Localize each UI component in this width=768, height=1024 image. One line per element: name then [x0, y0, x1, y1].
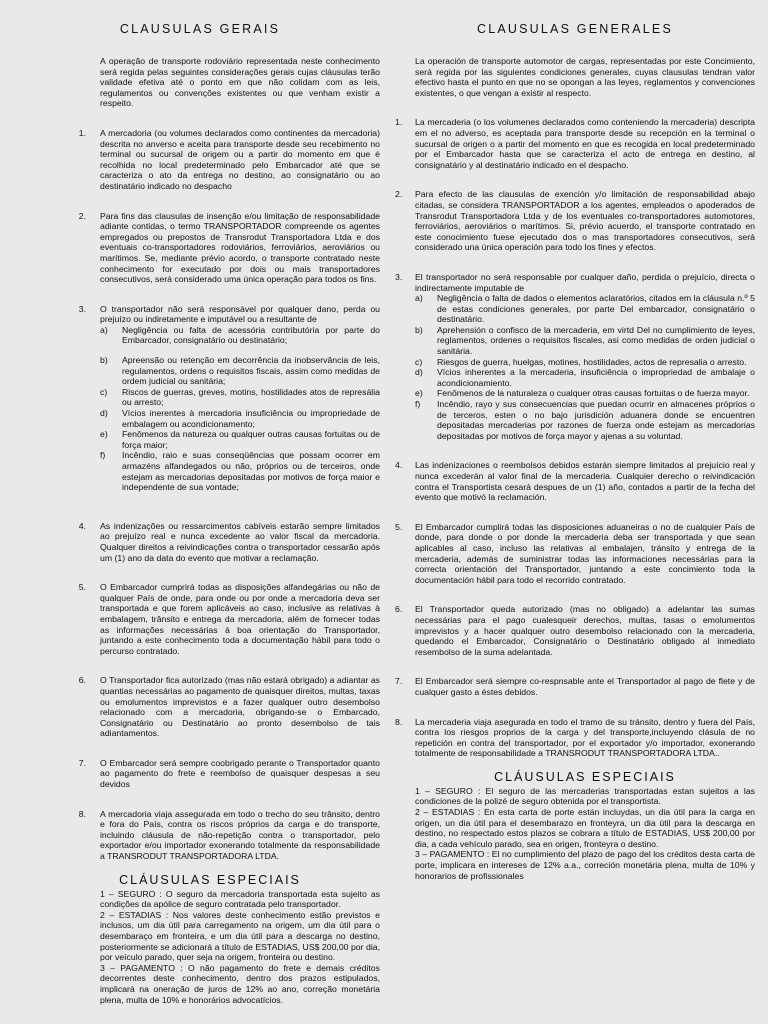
intro-paragraph: A operação de transporte rodoviário representada neste conhecimento será regida pelas seguintes considerações gerais cujas cláusulas terão validade efetiva até o ponto em que não colidam com as leis, regulamentos ou convenções existentes ou que venham existir a respeito. [100, 56, 380, 109]
sub-item-label: f) [100, 450, 106, 461]
sub-item-text: Incêndio, raio e suas conseqüências que possam ocorrer em armazéns alfandegados ou não, próprios ou de terceiros, onde estejam as mercadorias depositadas por motivos de força maior e independente de sua vontade; [122, 450, 380, 493]
clause-4 [395, 460, 755, 502]
clause-number: 2. [395, 189, 403, 200]
intro-paragraph: La operación de transporte automotor de cargas, representadas por este Concimiento, será regida por las siguientes condiciones generales, cuyas clausulas tendran valor efectivo hasta el punto en que no se opongan a las leyes, reglamentos y convenciones existentes, o que vengan a existir al respecto. [415, 56, 755, 98]
clause-number: 1. [78, 127, 86, 138]
clause-text: El Transportador queda autorizado (mas no obligado) a adelantar las sumas necessárias para el pago cualesqueir derechos, multas, tasas o emolumentos imprevistos y a hacer qualquer outro desembolso relacionado con la mercaderia, quedando el Embarcador, Consignatário o Destinatário obligado al inmediato resembolso de la suma adelantada. [415, 604, 755, 657]
sub-item-b [415, 325, 755, 357]
clause-text: El Embarcador cumplirá todas las disposiciones aduaneiras o no de cualquier País de donde, para donde o por donde la mercaderia deba ser transportada y que sean aplicables al caso, incluso las relativas al embalajen, tránsito y entrega de la mercaderia, además de suministrar todas las informaciones necessárias para la correcta orientación del Transportador, juntando a este concimiento toda la documentación hábil para todo el recorrido contratado. [415, 521, 755, 585]
sub-item-label: e) [100, 429, 108, 440]
clause-number: 8. [395, 716, 403, 727]
clause-number: 2. [78, 210, 86, 221]
clause-number: 6. [78, 675, 86, 686]
sub-item-c [100, 387, 380, 408]
clause-text: O Embarcador será sempre coobrigado perante o Transportador quanto ao pagamento do frete e reembolso de quaisquer despesas a seu devidos [100, 757, 380, 790]
sub-item-e [100, 429, 380, 450]
special-clauses-text: 1 – SEGURO : El seguro de las mercaderias transportadas estan sujeitos a las condiciones de la polizé de seguro obtenida por el transportista. 2 – ESTADIAS : En esta carta de porte están incluydas, un dia útil para la carga en origen, un dia útil para el desembarazo en fronteyra, un dia útil para la descarga en destino, no respectado estos plazos se cobrara a título de ESTADIAS, US$ 200,00 por dia, a cada vehículo parado, sea en origen, fronteyra o destino. 3 – PAGAMENTO : El no cumplimiento del plazo de pago del los créditos desta carta de porte, implicara en intereses de 12% a.a., correción monetária plena, multa de 10% y honorarios de profissionales [415, 785, 755, 881]
sub-item-text: Negligência ou falta de acessória contributória por parte do Embarcador, consignatário ou destinatário; [122, 324, 380, 346]
sub-item-a [100, 325, 380, 346]
clause-number: 6. [395, 604, 403, 615]
sub-item-d [415, 367, 755, 388]
special-clauses-text: 1 – SEGURO : O seguro da mercadoria transportada esta sujeito as condições da apólice de seguro contratada pelo transportador. 2 – ESTADIAS : Nos valores deste conhecimento estão previstos e inclusos, um dia útil para carregamento na origem, um dia útil para o desembaraço em fronteira, e um dia útil para a descarga no destino, posteriormente se adicionará a título de ESTADIAS, US$ 200,00 por dia, por veículo parado, quer seja na origem, fronteira ou destino. 3 – PAGAMENTO : O não pagamento do frete e demais créditos decorrentes deste conhecimento, dentro dos prazos estipulados, implicará na oneração de juros de 12% ao ano, correção monetária plena, multa de 10% e honorários advocatícios. [100, 888, 380, 1005]
sub-item-text: Incêndio, rayo y sus consecuencias que puedan ocurrir en almacenes próprios o de terceros, esten o no bajo jurisdición aduanera donde se encuentren depositadas mercaderias por razones de fuerza onde estejam as mercadorias depositadas por motivos de força mayor y ajenas a su voluntad. [437, 399, 755, 441]
sub-item-b [100, 355, 380, 387]
clause-number: 5. [78, 582, 86, 593]
sub-item-text: Fenômenos de la naturaleza o cualquer otras causas fortuitas o de fuerza mayor. [437, 388, 750, 399]
clause-text: As indenizações ou ressarcimentos cabíveis estarão sempre limitados ao prejuízo real e nunca excedente ao valor fiscal da mercadoria. Qualquer direitos a reivindicações contra o transportador cessarão após um (1) ano da data do evento que motivar a reclamação. [100, 520, 380, 563]
clause-text: Para fins das clausulas de insenção e/ou limitação de responsabilidade adiante contidas, o termo TRANSPORTADOR compreende os agentes empregados ou prepostos de Transrodut Transportadora Ltda e dos eventuais co-transportadores rodoviários, ferroviários, aeroviários ou marítimos. Se, mediante prévio acordo, o transporte contratado neste conhecimento for executado por dois ou mais transportadores consecutivos, será considerado uma única operação para todos os fins. [100, 210, 380, 285]
clause-8 [395, 717, 755, 759]
clause-text: El transportador no será responsable por cualquer daño, perdida o prejuício, directa o indirectamente imputable de [415, 271, 755, 293]
clause-number: 7. [78, 757, 86, 768]
sub-item-d [100, 408, 380, 429]
clause-number: 4. [395, 460, 403, 471]
clause-text: A mercadoria viaja assegurada em todo o trecho do seu trânsito, dentro e fora do País, contra os riscos próprios da carga e do transporte, incluindo cláusula de não-repetição contra o transportador, pelo exportador e/ou importador exonerando totalmente da responsabilidade a TRANSRODUT TRANSPORTADORA LTDA. [100, 808, 380, 862]
clause-7 [395, 676, 755, 697]
sub-item-e [415, 388, 755, 399]
clause-3 [395, 272, 755, 442]
clause-text: A mercadoria (ou volumes declarados como continentes da mercadoria) descrita no anverso e aceita para transporte desde seu recebimento no terminal ou sucursal de origem ou a partir do momento em que é recolhida no local predeterminado pelo Embarcador até que se caracteriza o ato da entrega no destino, ao consignatário ou ao destinatário indicado no despacho [100, 127, 380, 191]
sub-item-label: b) [415, 324, 423, 335]
sub-item-label: c) [100, 386, 108, 397]
clause-6 [20, 675, 380, 739]
sub-item-text: Riscos de guerras, greves, motins, hostilidades atos de represália ou arresto; [122, 386, 380, 408]
sub-item-c [415, 357, 755, 368]
sub-item-a [415, 293, 755, 325]
clause-number: 7. [395, 676, 403, 687]
sub-item-label: e) [415, 388, 423, 399]
clause-text: O Embarcador cumprirá todas as disposições alfandegárias ou não de qualquer País de onde, para onde ou por onde a mercadoria deva ser transportada e que forem aplicáveis ao caso, inclusive as relativas à embalagem, trânsito e entrega da mercadoria, além de fornecer todas as informações necessárias à boa orientação do Transportador, juntando a este conhecimento toda a documentação hábil para todo o percurso contratado. [100, 582, 380, 656]
sub-item-text: Vícios inerentes à mercadoria insuficiência ou impropriedade de embalagem ou acondicionamento; [122, 408, 380, 429]
sub-item-text: Vícios inherentes a la mercaderia, insuficiência o impropriedad de ambalaje o acondicionamiento. [437, 367, 755, 388]
clause-text: El Embarcador será siempre co-respnsable ante el Transportador al pago de flete y de cualquer gasto a éstes debidos. [415, 676, 755, 697]
column-title: CLAUSULAS GENERALES [476, 22, 674, 36]
clause-8 [20, 809, 380, 862]
clause-number: 8. [78, 808, 86, 819]
clause-number: 4. [78, 520, 86, 531]
clause-6 [395, 604, 755, 657]
clause-number: 3. [78, 303, 86, 314]
sub-item-f [100, 450, 380, 492]
sub-item-label: a) [415, 293, 423, 304]
clause-number: 5. [395, 521, 403, 532]
clause-text: O Transportador fica autorizado (mas não estará obrigado) a adiantar as quantias necessárias ao pagamento de quaisquer direitos, multas, taxas ou emolumentos imprevistos e a fazer qualquer outro desembolso relacionado com a mercadoria, obrigando-se o Embarcado, Consignatário ou Destinatário ao pronto desembolso de tais adiantamentos. [100, 675, 380, 739]
sub-item-label: d) [415, 367, 423, 378]
clause-3 [20, 304, 380, 493]
sub-item-text: Negligência o falta de dados o elementos aclaratórios, citados em la cláusula n.º 5 de estas condiciones generales, por parte Del embarcador, consignatário o destinatário. [437, 293, 755, 325]
clause-text: O transportador não será responsável por qualquer dano, perda ou prejuízo ou indiretamente e imputável ou a resultante de [100, 303, 380, 325]
clause-text: La mercaderia (o los volumenes declarados como conteniendo la mercaderia) descripta em el no adverso, es aceptada para transporte desde su recepción en la terminal o sucursal de origen o a partir del momento en que es recogida en local predeterminado por el Embarcador hasta que se caracteriza el acto de entrega en destino, al consignatário y al destinatário indicado en el despacho. [415, 117, 755, 170]
clause-5 [395, 522, 755, 586]
sub-item-text: Riesgos de guerra, huelgas, motines, hostilidades, actos de represalia o arresto. [437, 356, 747, 367]
special-clauses-title: CLÁUSULAS ESPECIAIS [119, 872, 301, 887]
special-clauses-title: CLÁUSULAS ESPECIAIS [494, 769, 676, 784]
clause-7 [20, 758, 380, 790]
column-portuguese [20, 22, 380, 1005]
clause-1 [395, 117, 755, 170]
sub-item-text: Apreensão ou retenção em decorrência da inobservância de leis, regulamentos, ordens o requisitos fiscais, assim como medidas de ordem judicial ou sanitária; [122, 355, 380, 387]
sub-item-label: a) [100, 324, 108, 335]
clause-number: 3. [395, 271, 403, 282]
clause-text: Las indenizaciones o reembolsos debidos estarán siempre limitados al prejuício real y nunca excederán al valor final de la mercaderia. Cualquier derecho o reivindicación contra el Transportista cesará despues de un (1) año, contados a partir de la fecha del evento que motivó la reclamación. [415, 460, 755, 503]
clause-text: Para efecto de las clausulas de exención y/o limitación de responsabilidad abajo citadas, se considera TRANSPORTADOR a los agentes, empleados o apoderados de Transrodut Transportadora Ltda y de los eventuales co-transportadores automotores, ferroviários, aeroviários o marítimos. Si, prévio acuerdo, el transporte contratado en este conocimiento fuese ejecutado dos o mas transportadores consecutivos, será considerado una única operación para todo los fines y efectos. [415, 189, 755, 253]
clause-2 [395, 189, 755, 253]
column-spanish [395, 22, 755, 881]
sub-item-f [415, 399, 755, 441]
clause-number: 1. [395, 117, 403, 128]
column-title: CLAUSULAS GERAIS [119, 22, 281, 36]
sub-item-text: Aprehensión o confisco de la mercaderia, em virtd Del no cumplimiento de leyes, reglamentos, ordenes o requisitos fiscales, asi como medidas de orden judicial o sanitária. [437, 324, 755, 357]
clause-4 [20, 521, 380, 563]
clause-1 [20, 128, 380, 192]
clause-text: La mercaderia viaja asegurada en todo el tramo de su tránsito, dentro y fuera del País, contra los riesgos proprios de la carga y del transporte,incluyendo clásula de no repetición en contra del transportador, por el exportador y/o importador, exonerando totalmente de responsabilidade a TRANSRODUT TRANSPORTADORA LTDA.. [415, 716, 755, 759]
sub-item-text: Fenômenos da natureza ou qualquer outras causas fortuitas ou de força maior; [122, 429, 380, 450]
clause-2 [20, 211, 380, 285]
sub-item-label: c) [415, 356, 423, 367]
sub-item-label: f) [415, 399, 421, 410]
sub-item-label: d) [100, 408, 108, 419]
sub-item-label: b) [100, 355, 108, 366]
clause-5 [20, 582, 380, 656]
